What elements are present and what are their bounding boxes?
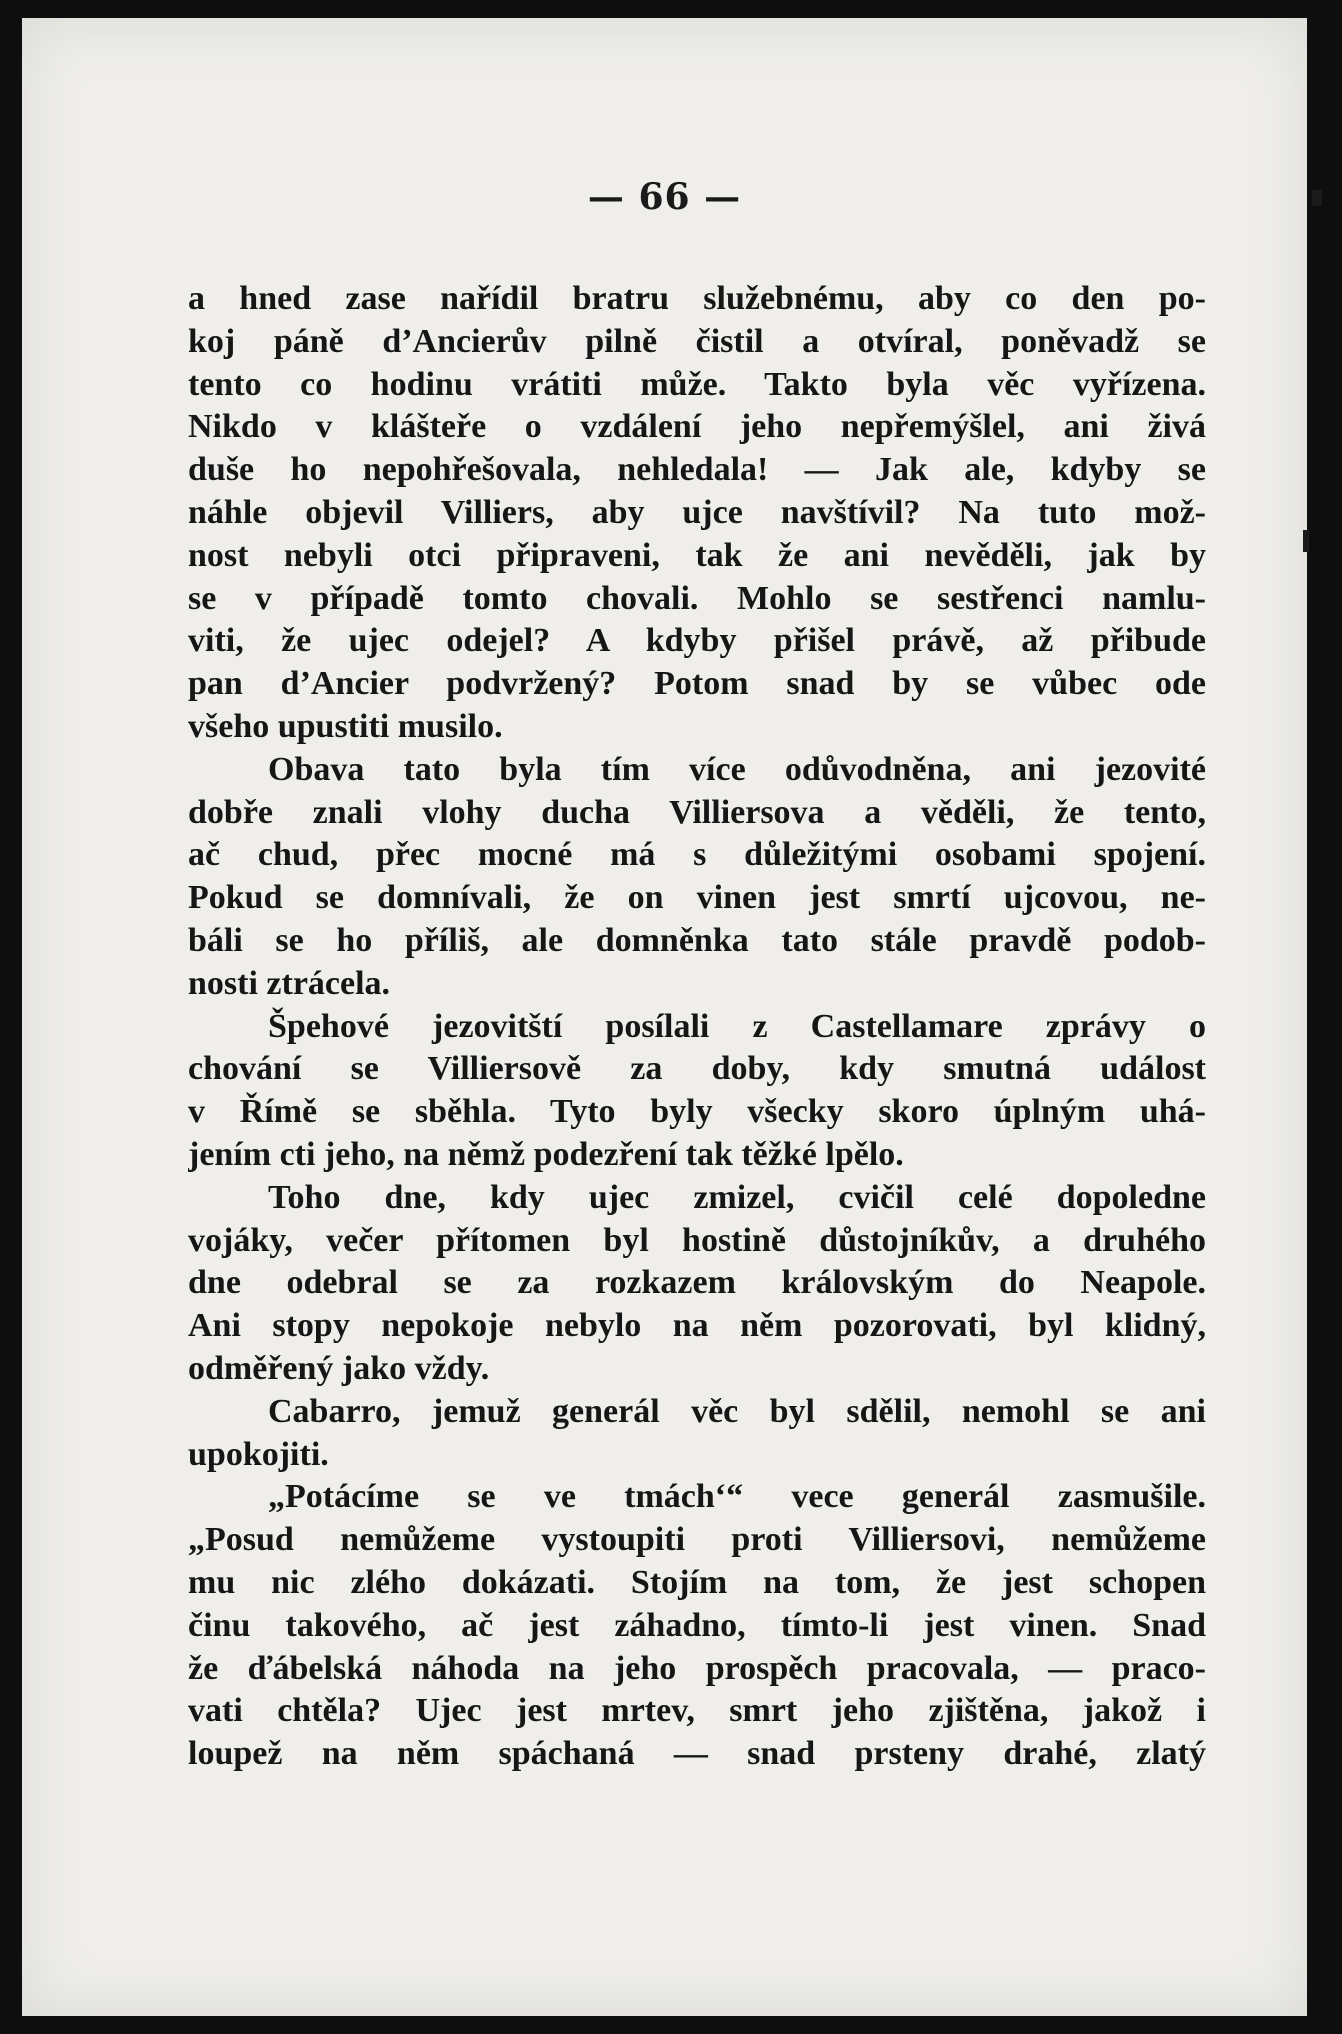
text-line: Obava tato byla tím více odůvodněna, ani jezovité bbox=[268, 750, 1206, 788]
text-line: náhle objevil Villiers, aby ujce navštívil? Na tuto mož- bbox=[188, 493, 1206, 531]
text-line: „Potácíme se ve tmách‘“ vece generál zasmušile. bbox=[268, 1478, 1206, 1516]
text-line: pan d’Ancier podvržený? Potom snad by se vůbec ode bbox=[188, 665, 1206, 703]
paragraph bbox=[188, 1391, 1206, 1477]
text-line: činu takového, ač jest záhadno, tímto-li jest vinen. Snad bbox=[188, 1606, 1206, 1644]
text-line: jením cti jeho, na němž podezření tak těžké lpělo. bbox=[188, 1135, 904, 1173]
paragraph bbox=[188, 278, 1206, 749]
text-line: že ďábelská náhoda na jeho prospěch pracovala, — praco- bbox=[188, 1649, 1206, 1687]
text-line: chování se Villiersově za doby, kdy smutná událost bbox=[188, 1050, 1206, 1088]
text-line: viti, že ujec odejel? A kdyby přišel právě, až přibude bbox=[188, 622, 1206, 660]
text-line: Toho dne, kdy ujec zmizel, cvičil celé dopoledne bbox=[268, 1178, 1206, 1216]
text-line: se v případě tomto chovali. Mohlo se sestřenci namlu- bbox=[188, 579, 1206, 617]
text-line: Cabarro, jemuž generál věc byl sdělil, nemohl se ani bbox=[268, 1392, 1206, 1430]
text-line: báli se ho příliš, ale domněnka tato stále pravdě podob- bbox=[188, 921, 1206, 959]
text-line: koj páně d’Ancierův pilně čistil a otvíral, poněvadž se bbox=[188, 322, 1206, 360]
text-line: duše ho nepohřešovala, nehledala! — Jak ale, kdyby se bbox=[188, 451, 1206, 489]
text-line: mu nic zlého dokázati. Stojím na tom, že jest schopen bbox=[188, 1563, 1206, 1601]
text-line: v Římě se sběhla. Tyto byly všecky skoro úplným uhá- bbox=[188, 1093, 1206, 1131]
paragraph bbox=[188, 1177, 1206, 1391]
body-text bbox=[188, 278, 1206, 1776]
text-line: loupež na něm spáchaná — snad prsteny drahé, zlatý bbox=[188, 1735, 1206, 1773]
text-line: nost nebyli otci připraveni, tak že ani nevěděli, jak by bbox=[188, 536, 1206, 574]
text-line: dne odebral se za rozkazem královským do Neapole. bbox=[188, 1264, 1206, 1302]
text-line: upokojiti. bbox=[188, 1435, 329, 1473]
paragraph bbox=[188, 1006, 1206, 1177]
text-line: a hned zase nařídil bratru služebnému, aby co den po- bbox=[188, 280, 1206, 317]
text-line: odměřený jako vždy. bbox=[188, 1349, 490, 1387]
text-line: Špehové jezovitští posílali z Castellamare zprávy o bbox=[268, 1007, 1206, 1045]
text-line: „Posud nemůžeme vystoupiti proti Villiersovi, nemůžeme bbox=[188, 1521, 1206, 1559]
text-line: tento co hodinu vrátiti může. Takto byla věc vyřízena. bbox=[188, 365, 1206, 403]
text-line: Pokud se domnívali, že on vinen jest smrtí ujcovou, ne- bbox=[188, 879, 1206, 917]
text-line: Nikdo v klášteře o vzdálení jeho nepřemýšlel, ani živá bbox=[188, 408, 1206, 446]
text-line: dobře znali vlohy ducha Villiersova a věděli, že tento, bbox=[188, 793, 1206, 831]
book-page bbox=[22, 18, 1307, 2016]
text-line: ač chud, přec mocné má s důležitými osobami spojení. bbox=[188, 836, 1206, 874]
text-line: Ani stopy nepokoje nebylo na něm pozorovati, byl klidný, bbox=[188, 1307, 1206, 1345]
paragraph bbox=[188, 749, 1206, 1006]
scan-edge-mark bbox=[1312, 190, 1322, 206]
text-line: nosti ztrácela. bbox=[188, 964, 391, 1002]
text-line: vojáky, večer přítomen byl hostině důstojníkův, a druhého bbox=[188, 1221, 1206, 1259]
page-number: — 66 — bbox=[587, 176, 742, 218]
text-line: všeho upustiti musilo. bbox=[188, 707, 503, 745]
scan-edge-mark bbox=[1303, 530, 1309, 552]
paragraph bbox=[188, 1476, 1206, 1776]
text-line: vati chtěla? Ujec jest mrtev, smrt jeho zjištěna, jakož i bbox=[188, 1692, 1206, 1730]
